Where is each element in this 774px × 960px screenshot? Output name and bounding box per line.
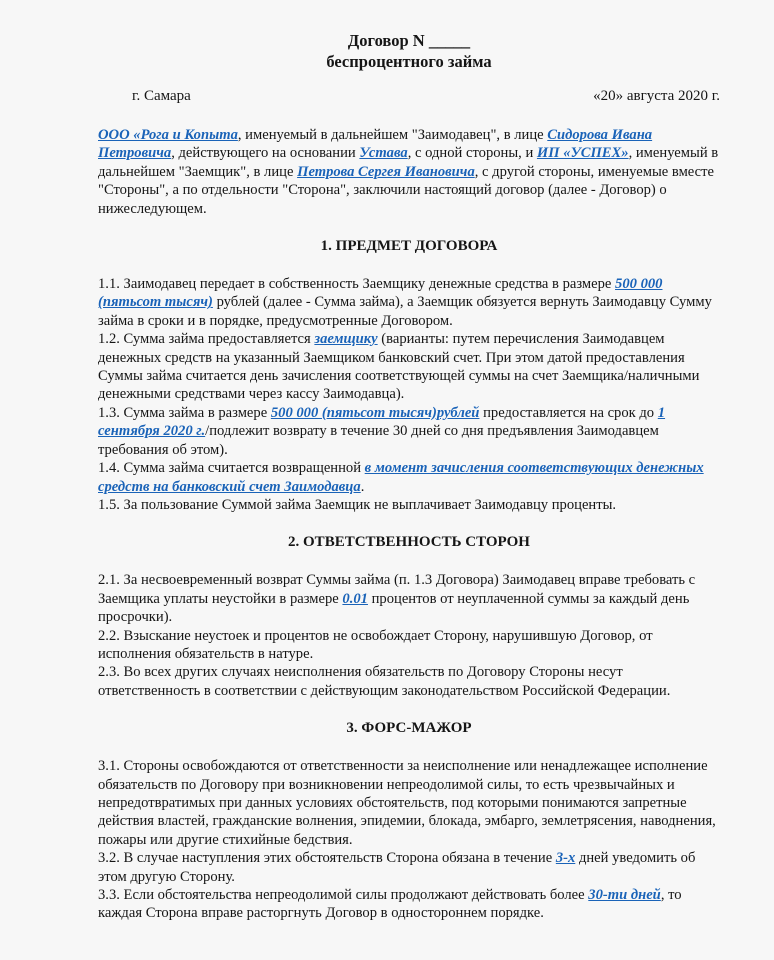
clause-1-3 xyxy=(98,404,720,459)
clause-1-2 xyxy=(98,330,720,404)
preamble-text-5: , с другой стороны, именуемые вместе "Стороны", а по отдельности "Сторона", заключили настоящий договор (далее - Договор) о нижеследующем. xyxy=(98,163,714,217)
clause-1-1-text-b: рублей (далее - Сумма займа), а Заемщик обязуется вернуть Заимодавцу Сумму займа в сроки и в порядке, предусмотренные Договором. xyxy=(98,294,712,329)
clause-1-4-text-a: 1.4. Сумма займа считается возвращенной xyxy=(98,460,365,477)
lender-representative-field[interactable]: Сидорова Ивана Петровича xyxy=(98,127,653,162)
clause-3-2-text-b: дней уведомить об этом другую Сторону. xyxy=(98,850,696,885)
clause-3-3-text-a: 3.3. Если обстоятельства непреодолимой силы продолжают действовать более xyxy=(98,887,589,903)
clause-1-4-text-b: . xyxy=(360,478,365,495)
preamble-text-1: , именуемый в дальнейшем "Заимодавец", в лице xyxy=(237,127,548,143)
clause-1-1-text-a: 1.1. Заимодавец передает в собственность Заемщику денежные средства в размере xyxy=(98,276,616,293)
clause-2-1-text-a: 2.1. За несвоевременный возврат Суммы займа (п. 1.3 Договора) Заимодавец вправе требовать с Заемщика уплаты неустойки в размере xyxy=(98,572,696,607)
force-majeure-duration-field[interactable]: 30-ти дней xyxy=(588,887,661,903)
provision-method-field[interactable]: заемщику xyxy=(314,331,378,348)
section-1-heading: 1. ПРЕДМЕТ ДОГОВОРА xyxy=(320,238,498,255)
clause-3-3 xyxy=(98,886,720,923)
contract-date: «20» августа 2020 г. xyxy=(593,88,720,104)
section-3-heading: 3. ФОРС-МАЖОР xyxy=(346,720,472,737)
title-line-1: Договор N _____ xyxy=(347,31,471,50)
clause-1-4 xyxy=(98,459,720,496)
clause-2-2: 2.2. Взыскание неустоек и процентов не освобождает Сторону, нарушившую Договор, от исполнения обязательств в натуре. xyxy=(98,627,653,662)
penalty-rate-field[interactable]: 0.01 xyxy=(342,590,368,607)
clause-3-1: 3.1. Стороны освобождаются от ответственности за неисполнение или ненадлежащее исполнение обязательств по Договору при возникновении непреодолимой силы, то есть чрезвычайных и непредотвратимых при данных условиях обстоятельств, под которыми понимаются запретные действия властей, гражданские волнения, эпидемии, блокада, эмбарго, землетрясения, наводнения, пожары или другие стихийные бедствия. xyxy=(98,758,716,848)
basis-document-field[interactable]: Устава xyxy=(359,145,408,162)
preamble-text-3: , с одной стороны, и xyxy=(407,145,537,162)
preamble xyxy=(98,126,720,218)
section-2-heading: 2. ОТВЕТСТВЕННОСТЬ СТОРОН xyxy=(288,534,530,551)
clause-3-3-text-b: , то каждая Сторона вправе расторгнуть Договор в одностороннем порядке. xyxy=(98,887,682,922)
clause-3-2-text-a: 3.2. В случае наступления этих обстоятельств Сторона обязана в течение xyxy=(98,850,556,867)
loan-amount-field[interactable]: 500 000 (пятьсот тысяч) xyxy=(98,276,663,311)
place-date-row xyxy=(98,88,720,108)
repayment-moment-field[interactable]: в момент зачисления соответствующих денежных средств на банковский счет Заимодавца xyxy=(98,460,704,495)
preamble-text-2: , действующего на основании xyxy=(171,145,360,162)
borrower-representative-field[interactable]: Петрова Сергея Ивановича xyxy=(297,163,475,180)
clause-1-3-text-a: 1.3. Сумма займа в размере xyxy=(98,404,271,421)
title-line-2: беспроцентного займа xyxy=(326,52,492,71)
clause-2-1 xyxy=(98,571,720,626)
due-date-field[interactable]: 1 сентября 2020 г. xyxy=(98,404,666,440)
clause-2-3: 2.3. Во всех других случаях неисполнения обязательств по Договору Стороны несут ответственность в соответствии с действующим законодательством Российской Федерации. xyxy=(98,664,671,699)
clause-3-2 xyxy=(98,849,720,886)
clause-2-1-text-b: процентов от неуплаченной суммы за каждый день просрочки). xyxy=(98,590,690,626)
notice-period-field[interactable]: 3-х xyxy=(555,850,576,867)
clause-1-3-text-c: /подлежит возврату в течение 30 дней со дня предъявления Заимодавцем требования об этом). xyxy=(98,423,659,458)
preamble-text-4: , именуемый в дальнейшем "Заемщик", в лице xyxy=(98,145,719,180)
clause-1-2-text-a: 1.2. Сумма займа предоставляется xyxy=(98,331,315,348)
document-title xyxy=(98,30,720,72)
lender-name-field[interactable]: ООО «Рога и Копыта xyxy=(98,127,238,143)
loan-amount-field-2[interactable]: 500 000 (пятьсот тысяч)рублей xyxy=(270,404,480,421)
borrower-name-field[interactable]: ИП «УСПЕХ» xyxy=(536,145,629,162)
city: г. Самара xyxy=(132,88,191,104)
clause-1-2-text-b: (варианты: путем перечисления Заимодавцем денежных средств на указанный Заемщиком банковский счет. При этом датой предоставления Суммы займа считается день зачисления соответствующей суммы на счет Заемщика/наличными денежными средствами через кассу Заимодавца). xyxy=(98,331,700,403)
clause-1-5: 1.5. За пользование Суммой займа Заемщик не выплачивает Заимодавцу проценты. xyxy=(98,496,617,513)
clause-1-3-text-b: предоставляется на срок до xyxy=(479,404,658,421)
clause-1-1 xyxy=(98,275,720,330)
